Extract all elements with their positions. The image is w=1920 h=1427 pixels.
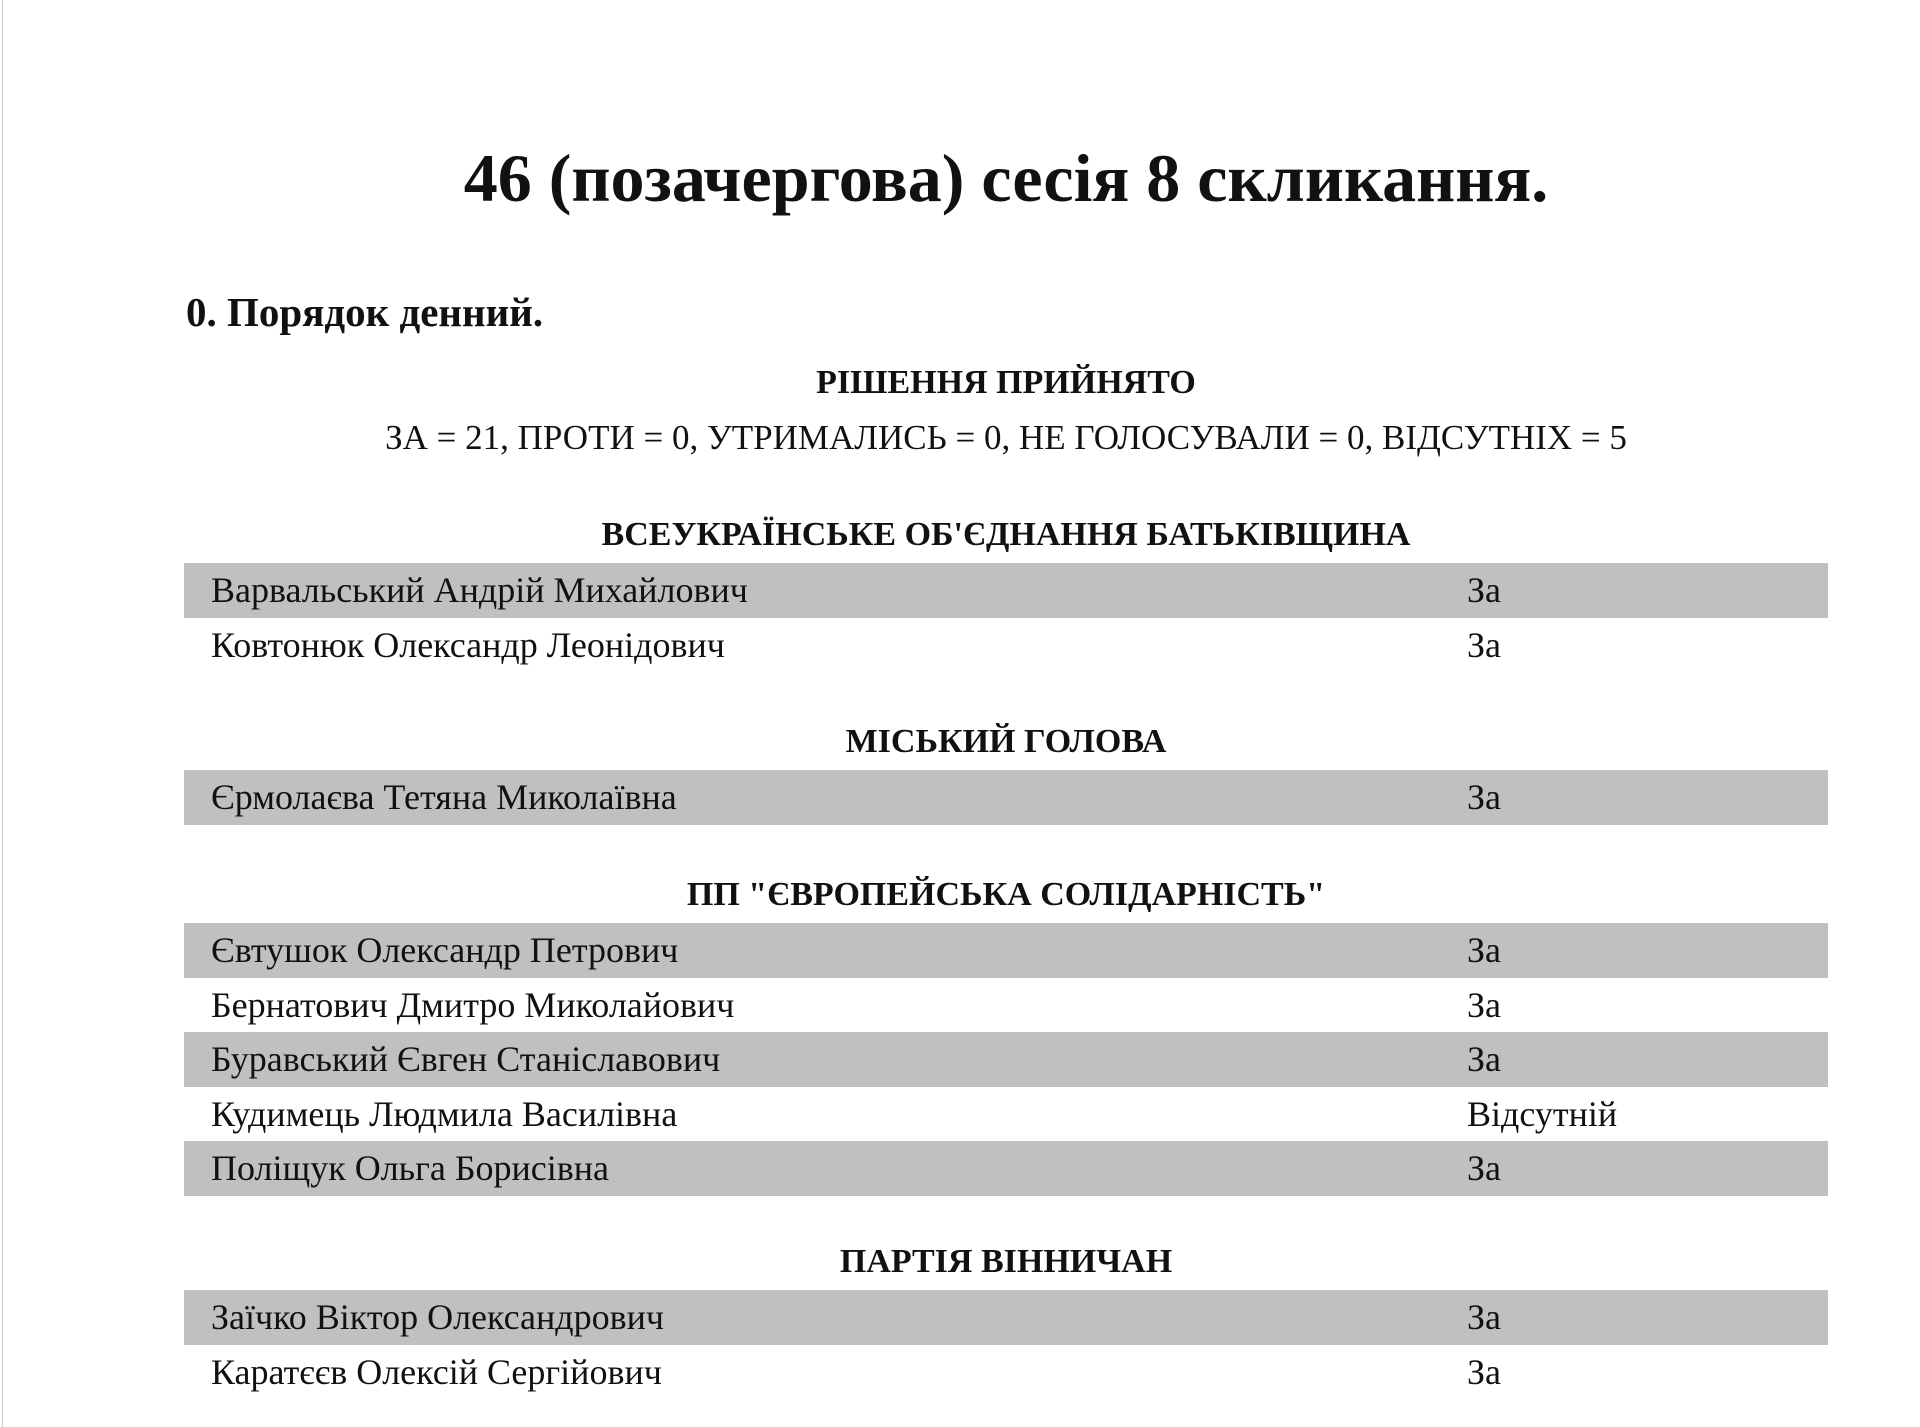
agenda-item-title: 0. Порядок денний. xyxy=(186,289,544,335)
table-row xyxy=(184,978,1828,1033)
decision-status: РІШЕННЯ ПРИЙНЯТО xyxy=(816,364,1196,401)
deputy-name: Варвальський Андрій Михайлович xyxy=(211,570,748,610)
table-row xyxy=(184,563,1828,618)
deputy-name: Бернатович Дмитро Миколайович xyxy=(211,984,735,1025)
faction-group xyxy=(184,513,1828,672)
session-title: 46 (позачергова) сесія 8 скликання. xyxy=(463,140,1549,216)
faction-title: ПП "ЄВРОПЕЙСЬКА СОЛІДАРНІСТЬ" xyxy=(686,876,1326,913)
deputy-name: Ковтонюк Олександр Леонідович xyxy=(211,624,725,665)
deputy-vote: Відсутній xyxy=(1467,1093,1618,1134)
deputy-name: Заїчко Віктор Олександрович xyxy=(211,1297,664,1337)
votes-summary: ЗА = 21, ПРОТИ = 0, УТРИМАЛИСЬ = 0, НЕ ГОЛОСУВАЛИ = 0, ВІДСУТНІХ = 5 xyxy=(385,418,1627,457)
page-border xyxy=(2,0,3,1427)
deputy-vote: За xyxy=(1467,1351,1502,1392)
deputy-vote: За xyxy=(1467,1148,1502,1188)
table-row xyxy=(184,1087,1828,1142)
deputy-name: Поліщук Ольга Борисівна xyxy=(211,1148,609,1188)
table-row xyxy=(184,1290,1828,1345)
table-row xyxy=(184,618,1828,673)
faction-group xyxy=(184,720,1828,825)
faction-title: ПАРТІЯ ВІННИЧАН xyxy=(839,1243,1173,1280)
table-row xyxy=(184,1141,1828,1196)
faction-title: МІСЬКИЙ ГОЛОВА xyxy=(845,723,1167,760)
document-page xyxy=(184,0,1828,1427)
table-row xyxy=(184,923,1828,978)
deputy-vote: За xyxy=(1467,984,1502,1025)
deputy-vote: За xyxy=(1467,1297,1502,1337)
deputy-vote: За xyxy=(1467,570,1502,610)
deputy-name: Кудимець Людмила Василівна xyxy=(211,1093,678,1134)
faction-group xyxy=(184,873,1828,1196)
faction-group xyxy=(184,1240,1828,1399)
table-row xyxy=(184,770,1828,825)
deputy-name: Єрмолаєва Тетяна Миколаївна xyxy=(211,777,677,817)
deputy-vote: За xyxy=(1467,930,1502,970)
deputy-vote: За xyxy=(1467,624,1502,665)
deputy-name: Буравський Євген Станіславович xyxy=(211,1039,721,1079)
table-row xyxy=(184,1032,1828,1087)
deputy-vote: За xyxy=(1467,1039,1502,1079)
deputy-name: Каратєєв Олексій Сергійович xyxy=(211,1351,662,1392)
faction-title: ВСЕУКРАЇНСЬКЕ ОБ'ЄДНАННЯ БАТЬКІВЩИНА xyxy=(601,516,1411,553)
table-row xyxy=(184,1345,1828,1400)
deputy-name: Євтушок Олександр Петрович xyxy=(211,930,679,970)
deputy-vote: За xyxy=(1467,777,1502,817)
